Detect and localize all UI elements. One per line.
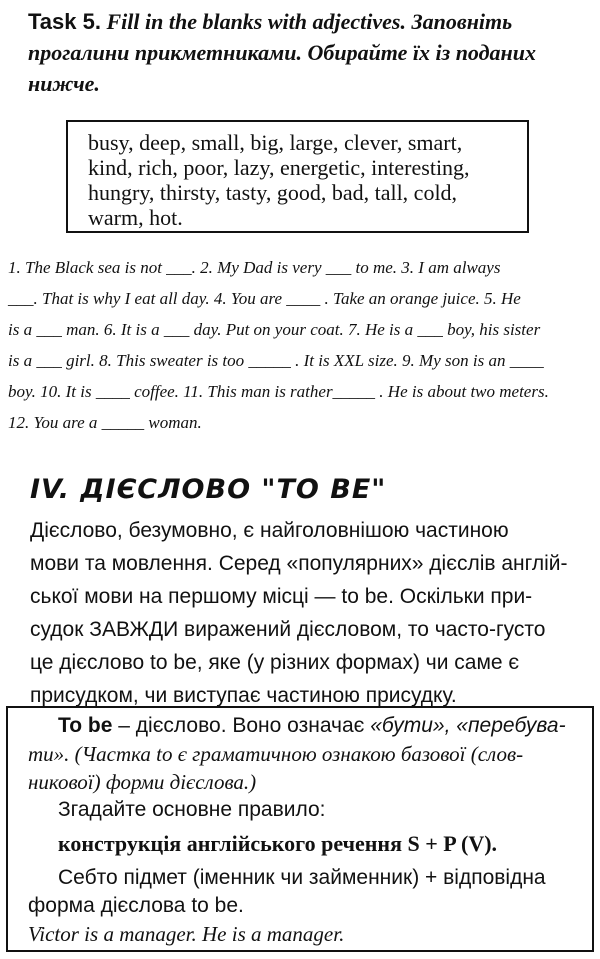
task-instruction-line: прогалини прикметниками. Обирайте їх із поданих — [28, 40, 537, 65]
task-label: Task 5. — [28, 9, 101, 34]
paragraph-line: це дієслово to be, яке (у різних формах) чи саме є — [30, 651, 520, 674]
paragraph-line: судок ЗАВЖДИ виражений дієсловом, то часто-густо — [30, 618, 546, 641]
exercise-line: 1. The Black sea is not ___. 2. My Dad is very ___ to me. 3. I am always — [8, 258, 501, 277]
exercise-text — [8, 252, 594, 438]
exercise-line: 12. You are a _____ woman. — [8, 413, 202, 432]
task-instruction-line: Fill in the blanks with adjectives. Заповніть — [100, 9, 513, 34]
rule-explanation-line: форма дієслова to be. — [28, 894, 244, 917]
word-bank-line: busy, deep, small, big, large, clever, smart, — [88, 130, 463, 155]
paragraph-line: присудком, чи виступає частиною присудку. — [30, 684, 457, 707]
rule-definition-text: – дієслово. Воно означає — [112, 714, 371, 737]
paragraph-line: Дієслово, безумовно, є найголовнішою частиною — [30, 519, 509, 542]
intro-paragraph — [30, 514, 590, 712]
exercise-line: ___. That is why I eat all day. 4. You are ____ . Take an orange juice. 5. He — [8, 289, 521, 308]
rule-term: To be — [58, 714, 113, 737]
word-bank-box — [66, 120, 529, 233]
word-bank-line: kind, rich, poor, lazy, energetic, interesting, — [88, 155, 470, 180]
exercise-line: boy. 10. It is ____ coffee. 11. This man is rather_____ . He is about two meters. — [8, 382, 549, 401]
section-title: IV. ДІЄСЛОВО "TO BE" — [30, 474, 387, 505]
task-heading — [28, 6, 584, 99]
paragraph-line: мови та мовлення. Серед «популярних» дієслів англій- — [30, 552, 568, 575]
rule-explanation-line: Себто підмет (іменник чи займенник) + відповідна — [58, 866, 546, 889]
task-instruction-line: нижче. — [28, 71, 100, 96]
paragraph-line: ської мови на першому місці — to be. Оскільки при- — [30, 585, 533, 608]
exercise-line: is a ___ man. 6. It is a ___ day. Put on your coat. 7. He is a ___ boy, his sister — [8, 320, 541, 339]
rule-note-line: ти». (Частка to є граматичною ознакою базової (слов- — [28, 742, 524, 766]
word-bank-line: warm, hot. — [88, 205, 183, 230]
word-bank-line: hungry, thirsty, tasty, good, bad, tall, cold, — [88, 180, 458, 205]
rule-example: Victor is a manager. He is a manager. — [28, 922, 345, 946]
exercise-line: is a ___ girl. 8. This sweater is too _____ . It is XXL size. 9. My son is an ____ — [8, 351, 544, 370]
rule-box — [6, 706, 594, 952]
rule-note-line: никової) форми дієслова.) — [28, 770, 257, 794]
rule-meaning: «бути», «перебува- — [370, 714, 566, 737]
sentence-structure-rule: конструкція англійського речення S + P (V). — [58, 831, 498, 856]
rule-definition-line — [28, 712, 582, 740]
rule-reminder: Згадайте основне правило: — [58, 798, 326, 821]
